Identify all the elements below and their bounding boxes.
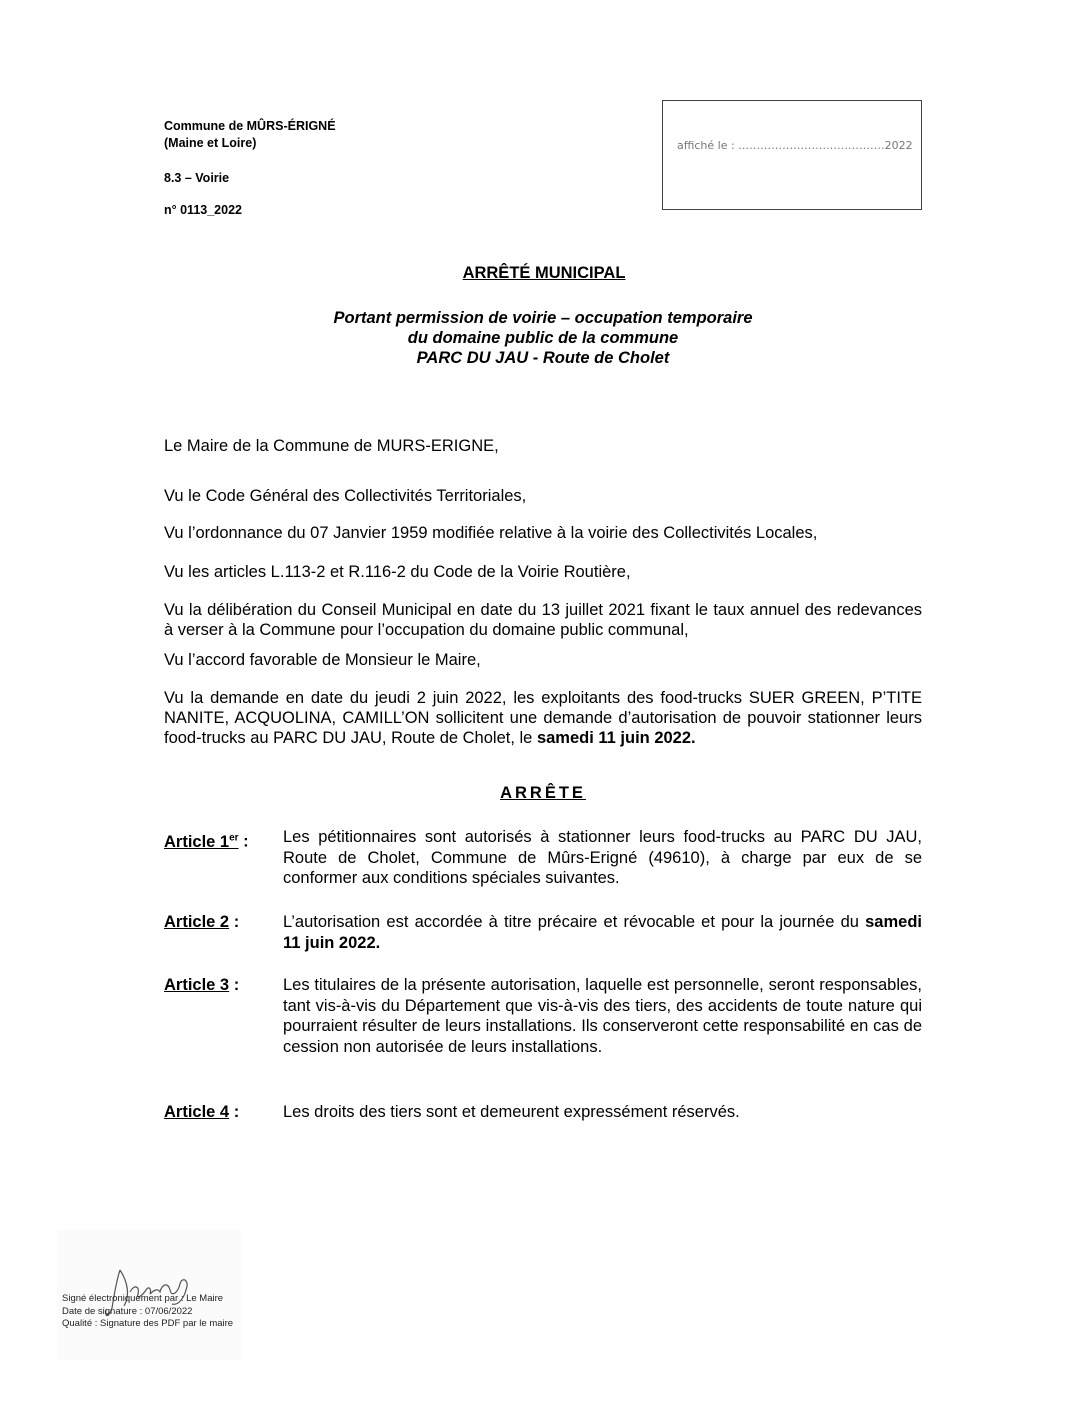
signature-quality: Qualité : Signature des PDF par le maire	[62, 1318, 234, 1329]
posting-stamp	[662, 100, 922, 210]
article-1-label	[164, 828, 249, 852]
preamble-vu-5: Vu l’accord favorable de Monsieur le Maire,	[164, 651, 481, 669]
preamble-vu-6-date: samedi 11 juin 2022.	[536, 729, 696, 747]
commune-region: (Maine et Loire)	[164, 136, 257, 150]
commune-name: Commune de MÛRS-ÉRIGNÉ	[164, 119, 336, 133]
article-1-title: Article 1	[164, 832, 230, 851]
preamble-vu-4: Vu la délibération du Conseil Municipal en date du 13 juillet 2021 fixant le taux annuel des redevances à verser à la Commune pour l’occupation du domaine public communal,	[164, 601, 922, 639]
category-label: 8.3 – Voirie	[164, 171, 230, 185]
arrete-heading-text: ARRÊTE	[500, 784, 586, 802]
article-3-label	[164, 975, 239, 995]
article-1-sup: er	[229, 832, 239, 843]
preamble-vu-2: Vu l’ordonnance du 07 Janvier 1959 modifiée relative à la voirie des Collectivités Locales,	[164, 524, 818, 542]
article-2-label	[164, 912, 239, 932]
article-1-colon: :	[238, 832, 249, 851]
article-4-colon: :	[229, 1103, 240, 1121]
preamble-vu-3: Vu les articles L.113-2 et R.116-2 du Code de la Voirie Routière,	[164, 563, 631, 581]
preamble-vu-1: Vu le Code Général des Collectivités Territoriales,	[164, 487, 527, 505]
article-2-date: samedi 11 juin 2022.	[283, 913, 922, 952]
article-3-colon: :	[229, 976, 240, 994]
subtitle-line-1: Portant permission de voirie – occupation temporaire	[333, 309, 753, 327]
article-1-text: Les pétitionnaires sont autorisés à stationner leurs food-trucks au PARC DU JAU, Route de Cholet, Commune de Mûrs-Erigné (49610), à charge par eux de se conformer aux conditions spéciales suivantes.	[283, 828, 922, 887]
signature-signer: Signé électroniquement par : Le Maire	[62, 1293, 224, 1304]
preamble-vu-6-text: Vu la demande en date du jeudi 2 juin 2022, les exploitants des food-trucks SUER GREEN, P’TITE NANITE, ACQUOLINA, CAMILL’ON sollicitent une demande d’autorisation de pouvoir stationner leurs food-trucks au PARC DU JAU, Route de Cholet, le	[164, 689, 922, 747]
article-3-text: Les titulaires de la présente autorisation, laquelle est personnelle, seront responsables, tant vis-à-vis du Département que vis-à-vis des tiers, des accidents de toute nature qui pourraient résulter de leurs installations. Ils conserveront cette responsabilité en cas de cession non autorisée de leurs installations.	[283, 976, 922, 1056]
signature-date: Date de signature : 07/06/2022	[62, 1305, 193, 1317]
article-3-title: Article 3	[164, 976, 230, 994]
article-2-text	[283, 912, 922, 953]
preamble-vu-6	[164, 688, 922, 748]
article-2-title: Article 2	[164, 913, 230, 931]
article-4-title: Article 4	[164, 1103, 230, 1121]
preamble-maire: Le Maire de la Commune de MURS-ERIGNE,	[164, 437, 499, 455]
subtitle-line-2: du domaine public de la commune	[407, 329, 679, 347]
page-title: ARRÊTÉ MUNICIPAL	[462, 264, 626, 282]
article-4-text: Les droits des tiers sont et demeurent expressément réservés.	[283, 1103, 740, 1121]
subtitle-line-3: PARC DU JAU - Route de Cholet	[416, 349, 670, 367]
signature-info	[62, 1293, 234, 1331]
article-4-label	[164, 1102, 239, 1122]
article-2-colon: :	[229, 913, 240, 931]
header-commune	[164, 118, 336, 152]
decree-number: n° 0113_2022	[164, 203, 242, 217]
subtitle	[0, 308, 1086, 368]
posting-date-field: affiché le : …………………….……………2022	[677, 139, 913, 152]
arrete-heading	[0, 784, 1086, 803]
article-2-body: L’autorisation est accordée à titre précaire et révocable et pour la journée du	[283, 913, 866, 931]
